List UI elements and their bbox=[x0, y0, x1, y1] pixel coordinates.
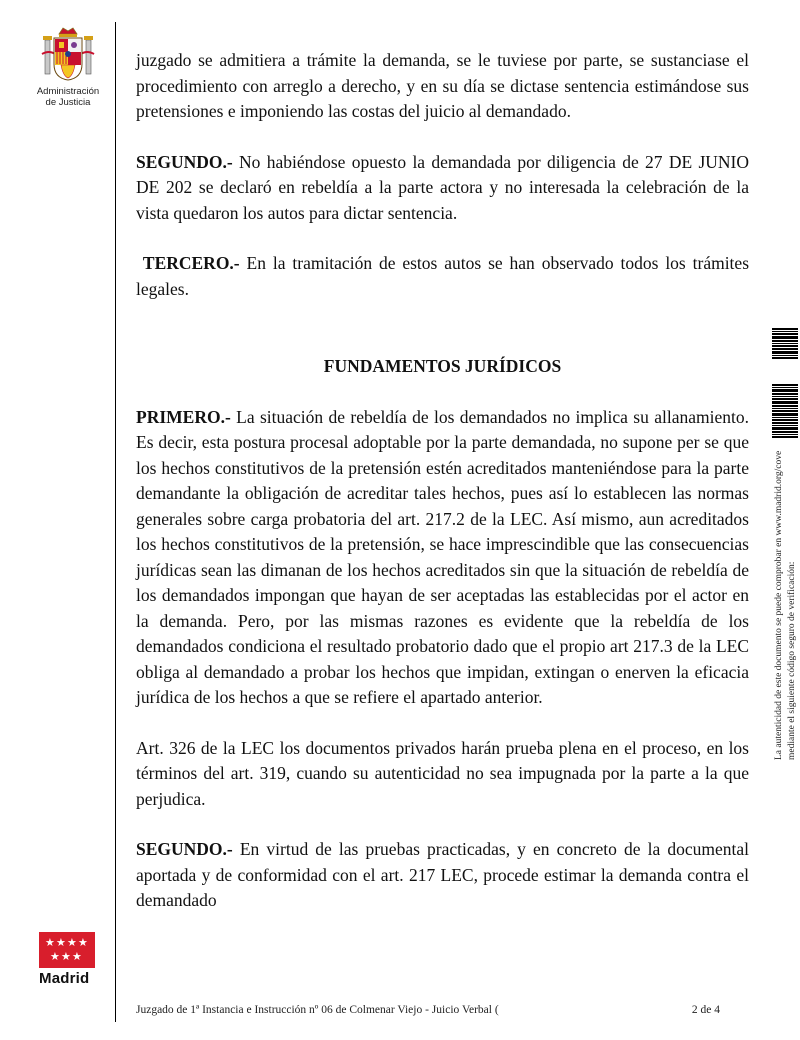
tercero-text: En la tramitación de estos autos se han observado todos los trámites legales. bbox=[136, 253, 749, 299]
document-body bbox=[136, 48, 749, 914]
paragraph-segundo bbox=[136, 150, 749, 227]
madrid-wordmark: Madrid bbox=[39, 970, 90, 987]
barcode-verification bbox=[772, 384, 798, 439]
paragraph-continuation: juzgado se admitiera a trámite la demanda, se le tuviese por parte, se sustanciase el procedimiento con arreglo a derecho, y en su día se dictase sentencia estimándose sus pretensiones e imponiendo las costas del juicio al demandado. bbox=[136, 50, 749, 121]
primero-text: La situación de rebeldía de los demandados no implica su allanamiento. Es decir, esta postura procesal adoptable por la parte demandada, no supone per se que los hechos constitutivos de la pretensión estén acreditados manteniéndose para la parte demandante la obligación de acreditar tales hechos, pues así lo establecen las normas generales sobre carga probatoria del art. 217.2 de la LEC. Así mismo, aun acreditados los hechos constitutivos de la pretensión, se hace imprescindible que las consecuencias jurídicas sean las dimanan de los hechos acreditados sin que la situación de rebeldía de los demandados impongan que hayan de ser aceptadas las establecidas por el actor en la demanda. Pero, por las mismas razones es evidente que la rebeldía de los demandados condiciona el resultado probatorio dado que el propio art 217.3 de la LEC obliga al demandado a probar los hechos que impidan, extingan o enerven la eficacia jurídica de los hechos a que se refiere el apartado anterior. bbox=[136, 406, 749, 707]
verification-line-1: La autenticidad de este documento se puede comprobar en www.madrid.org/cove bbox=[774, 450, 784, 760]
paragraph-segundo-fundamento bbox=[136, 837, 749, 914]
verification-line-2: mediante el siguiente código seguro de verificación: bbox=[787, 561, 797, 760]
segundo-label: SEGUNDO.- bbox=[136, 151, 233, 172]
coat-of-arms-icon bbox=[39, 24, 97, 84]
paragraph-primero bbox=[136, 405, 749, 711]
segundo-text: No habiéndose opuesto la demandada por diligencia de 27 DE JUNIO DE 202 se declaró en rebeldía a la parte actora y no interesada la celebración de la vista quedaron los autos para dictar sentencia. bbox=[136, 151, 749, 223]
primero-label: PRIMERO.- bbox=[136, 406, 231, 427]
footer-page-number: 2 de 4 bbox=[691, 1004, 720, 1016]
logo-caption-line-2: de Justicia bbox=[45, 97, 91, 108]
logo-caption-line-1: Administración bbox=[36, 86, 100, 97]
footer-court: Juzgado de 1ª Instancia e Instrucción nº 06 de Colmenar Viejo - Juicio Verbal ( bbox=[136, 1004, 499, 1016]
madrid-flag-icon: ★ ★ ★ ★ ★ ★ ★ bbox=[39, 932, 95, 968]
segundo2-label: SEGUNDO.- bbox=[136, 839, 233, 859]
paragraph-art326: Art. 326 de la LEC los documentos privados harán prueba plena en el proceso, en los términos del art. 319, cuando su autenticidad no sea impugnada por la parte a la que perjudica. bbox=[136, 737, 749, 809]
section-title: FUNDAMENTOS JURÍDICOS bbox=[323, 356, 562, 376]
verification-sidebar bbox=[773, 451, 799, 760]
comunidad-madrid-logo bbox=[39, 932, 97, 987]
segundo2-text: En virtud de las pruebas practicadas, y en concreto de la documental aportada y de conformidad con el art. 217 LEC, procede estimar la demanda contra el demandado bbox=[136, 839, 749, 910]
tercero-label: TERCERO.- bbox=[142, 253, 240, 273]
barcode-top bbox=[772, 328, 798, 360]
justice-administration-logo bbox=[36, 24, 100, 108]
paragraph-tercero bbox=[136, 251, 749, 302]
margin-rule bbox=[115, 22, 116, 1022]
